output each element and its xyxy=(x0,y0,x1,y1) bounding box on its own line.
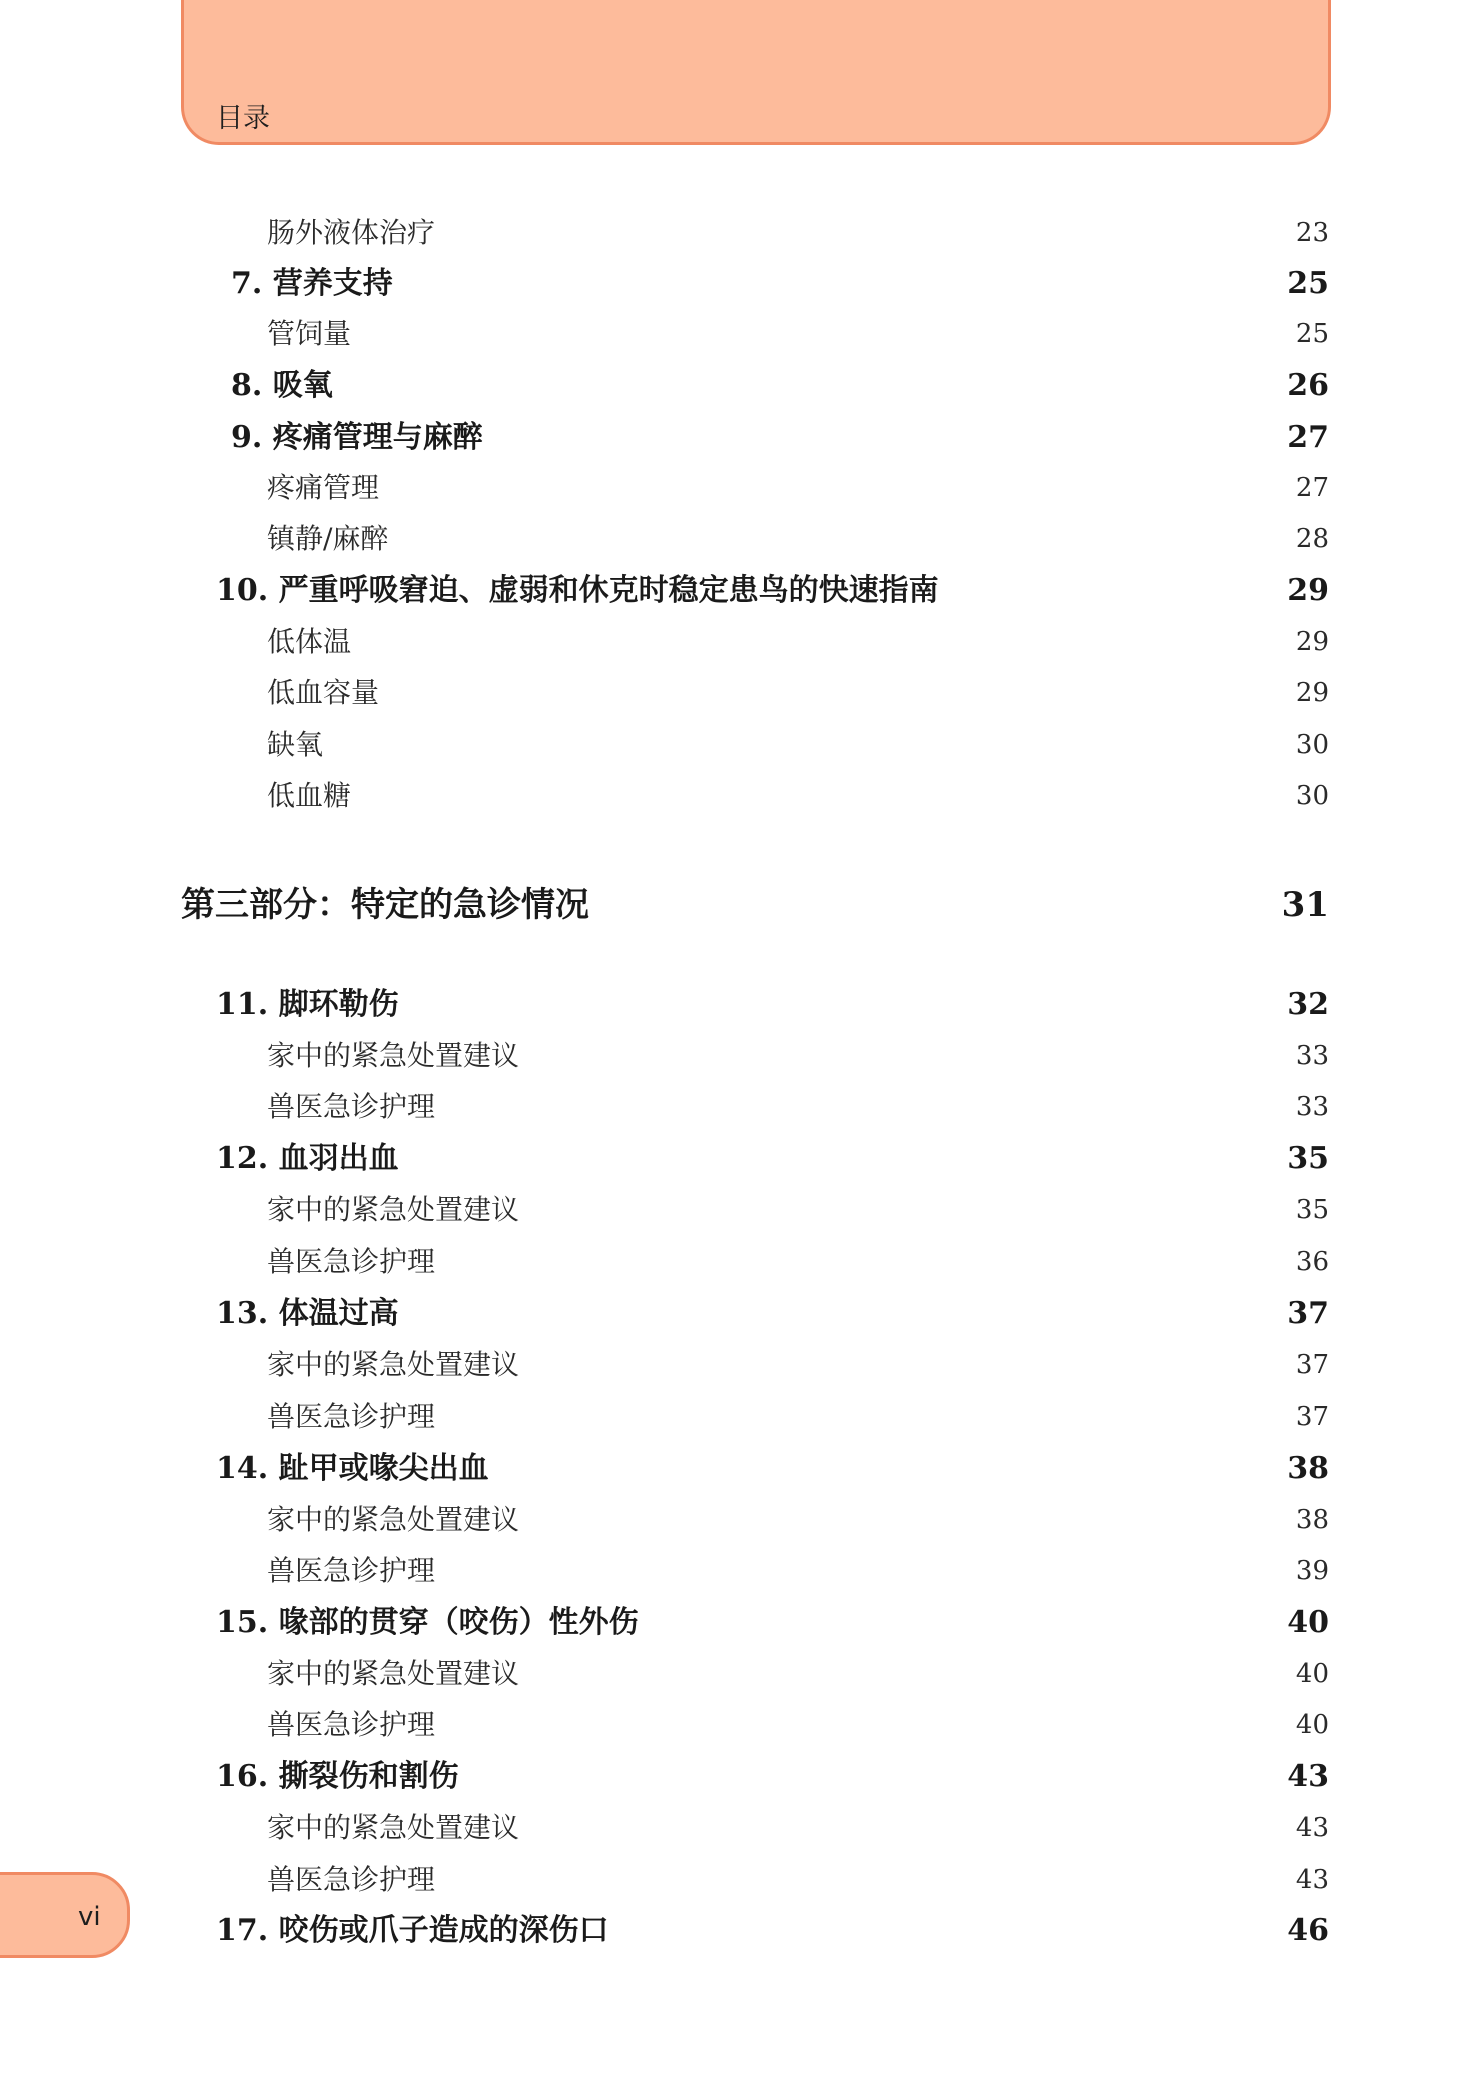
toc-entry-title: 家中的紧急处置建议 xyxy=(267,1503,520,1536)
toc-entry-title: 12. 血羽出血 xyxy=(216,1141,399,1176)
toc-chapter-row xyxy=(0,1757,1481,1797)
toc-part-row xyxy=(0,885,1481,925)
toc-entry-title: 兽医急诊护理 xyxy=(267,1554,436,1587)
toc-entry-title: 家中的紧急处置建议 xyxy=(267,1193,520,1226)
page-number: vi xyxy=(78,1902,101,1932)
toc-chapter-row xyxy=(0,366,1481,406)
toc-chapter-row xyxy=(0,1449,1481,1489)
toc-entry-title: 疼痛管理 xyxy=(267,471,380,504)
toc-section-row xyxy=(0,673,1481,713)
toc-entry-title: 家中的紧急处置建议 xyxy=(267,1811,520,1844)
toc-entry-title: 10. 严重呼吸窘迫、虚弱和休克时稳定患鸟的快速指南 xyxy=(216,573,939,608)
toc-entry-page: 30 xyxy=(1295,730,1329,760)
toc-section-row xyxy=(0,213,1481,253)
toc-section-row xyxy=(0,622,1481,662)
toc-entry-page: 36 xyxy=(1295,1247,1329,1277)
toc-entry-title: 低血容量 xyxy=(267,676,380,709)
toc-section-row xyxy=(0,1087,1481,1127)
toc-entry-page: 29 xyxy=(1287,573,1329,608)
toc-entry-title: 镇静/麻醉 xyxy=(267,522,389,555)
toc-entry-page: 43 xyxy=(1295,1813,1329,1843)
toc-entry-title: 家中的紧急处置建议 xyxy=(267,1348,520,1381)
toc-entry-page: 40 xyxy=(1295,1710,1329,1740)
toc-section-row xyxy=(0,519,1481,559)
toc-chapter-row xyxy=(0,1603,1481,1643)
toc-entry-page: 37 xyxy=(1295,1350,1329,1380)
toc-entry-title: 7. 营养支持 xyxy=(231,266,393,301)
toc-entry-title: 兽医急诊护理 xyxy=(267,1708,436,1741)
toc-entry-page: 35 xyxy=(1295,1195,1329,1225)
toc-entry-title: 肠外液体治疗 xyxy=(267,216,436,249)
toc-entry-title: 17. 咬伤或爪子造成的深伤口 xyxy=(216,1913,609,1948)
toc-entry-page: 32 xyxy=(1287,987,1329,1022)
header-tab xyxy=(181,0,1331,145)
toc-entry-title: 缺氧 xyxy=(267,728,324,761)
toc-entry-page: 46 xyxy=(1287,1913,1329,1948)
toc-chapter-row xyxy=(0,418,1481,458)
toc-section-row xyxy=(0,1242,1481,1282)
toc-entry-page: 25 xyxy=(1295,319,1329,349)
toc-entry-title: 兽医急诊护理 xyxy=(267,1245,436,1278)
toc-entry-page: 37 xyxy=(1295,1402,1329,1432)
toc-entry-title: 13. 体温过高 xyxy=(216,1296,399,1331)
toc-chapter-row xyxy=(0,985,1481,1025)
toc-chapter-row xyxy=(0,1139,1481,1179)
toc-entry-page: 31 xyxy=(1281,885,1329,925)
toc-entry-page: 38 xyxy=(1295,1505,1329,1535)
toc-section-row xyxy=(0,1808,1481,1848)
toc-entry-page: 28 xyxy=(1295,524,1329,554)
toc-entry-title: 兽医急诊护理 xyxy=(267,1400,436,1433)
toc-entry-page: 30 xyxy=(1295,781,1329,811)
toc-entry-page: 43 xyxy=(1295,1865,1329,1895)
toc-entry-page: 27 xyxy=(1287,420,1329,455)
toc-entry-page: 43 xyxy=(1287,1759,1329,1794)
toc-entry-page: 25 xyxy=(1287,266,1329,301)
toc-entry-title: 14. 趾甲或喙尖出血 xyxy=(216,1451,489,1486)
toc-section-row xyxy=(0,314,1481,354)
toc-section-row xyxy=(0,1345,1481,1385)
toc-section-row xyxy=(0,1036,1481,1076)
toc-entry-page: 40 xyxy=(1287,1605,1329,1640)
toc-entry-title: 管饲量 xyxy=(267,317,352,350)
toc-entry-page: 33 xyxy=(1295,1041,1329,1071)
toc-entry-title: 兽医急诊护理 xyxy=(267,1863,436,1896)
toc-entry-title: 低血糖 xyxy=(267,779,352,812)
toc-section-row xyxy=(0,1190,1481,1230)
toc-entry-title: 8. 吸氧 xyxy=(231,368,333,403)
toc-entry-page: 26 xyxy=(1287,368,1329,403)
toc-section-row xyxy=(0,725,1481,765)
toc-entry-title: 11. 脚环勒伤 xyxy=(216,987,399,1022)
toc-chapter-row xyxy=(0,1911,1481,1951)
page-header-title: 目录 xyxy=(216,103,270,134)
toc-entry-title: 家中的紧急处置建议 xyxy=(267,1039,520,1072)
toc-section-row xyxy=(0,1397,1481,1437)
toc-entry-title: 兽医急诊护理 xyxy=(267,1090,436,1123)
toc-section-row xyxy=(0,1500,1481,1540)
toc-entry-page: 23 xyxy=(1295,218,1329,248)
toc-section-row xyxy=(0,776,1481,816)
toc-entry-page: 38 xyxy=(1287,1451,1329,1486)
toc-entry-page: 33 xyxy=(1295,1092,1329,1122)
toc-entry-page: 37 xyxy=(1287,1296,1329,1331)
toc-entry-page: 39 xyxy=(1295,1556,1329,1586)
toc-entry-title: 9. 疼痛管理与麻醉 xyxy=(231,420,483,455)
toc-section-row xyxy=(0,1705,1481,1745)
toc-section-row xyxy=(0,1654,1481,1694)
toc-entry-page: 35 xyxy=(1287,1141,1329,1176)
toc-chapter-row xyxy=(0,1294,1481,1334)
toc-entry-title: 16. 撕裂伤和割伤 xyxy=(216,1759,459,1794)
toc-entry-page: 29 xyxy=(1295,678,1329,708)
toc-entry-title: 15. 喙部的贯穿（咬伤）性外伤 xyxy=(216,1605,639,1640)
toc-section-row xyxy=(0,1551,1481,1591)
toc-entry-title: 家中的紧急处置建议 xyxy=(267,1657,520,1690)
toc-entry-page: 27 xyxy=(1295,473,1329,503)
toc-section-row xyxy=(0,468,1481,508)
toc-entry-title: 第三部分：特定的急诊情况 xyxy=(181,885,589,925)
toc-chapter-row xyxy=(0,264,1481,304)
toc-entry-page: 40 xyxy=(1295,1659,1329,1689)
toc-entry-page: 29 xyxy=(1295,627,1329,657)
toc-chapter-row xyxy=(0,571,1481,611)
toc-entry-title: 低体温 xyxy=(267,625,352,658)
toc-section-row xyxy=(0,1860,1481,1900)
